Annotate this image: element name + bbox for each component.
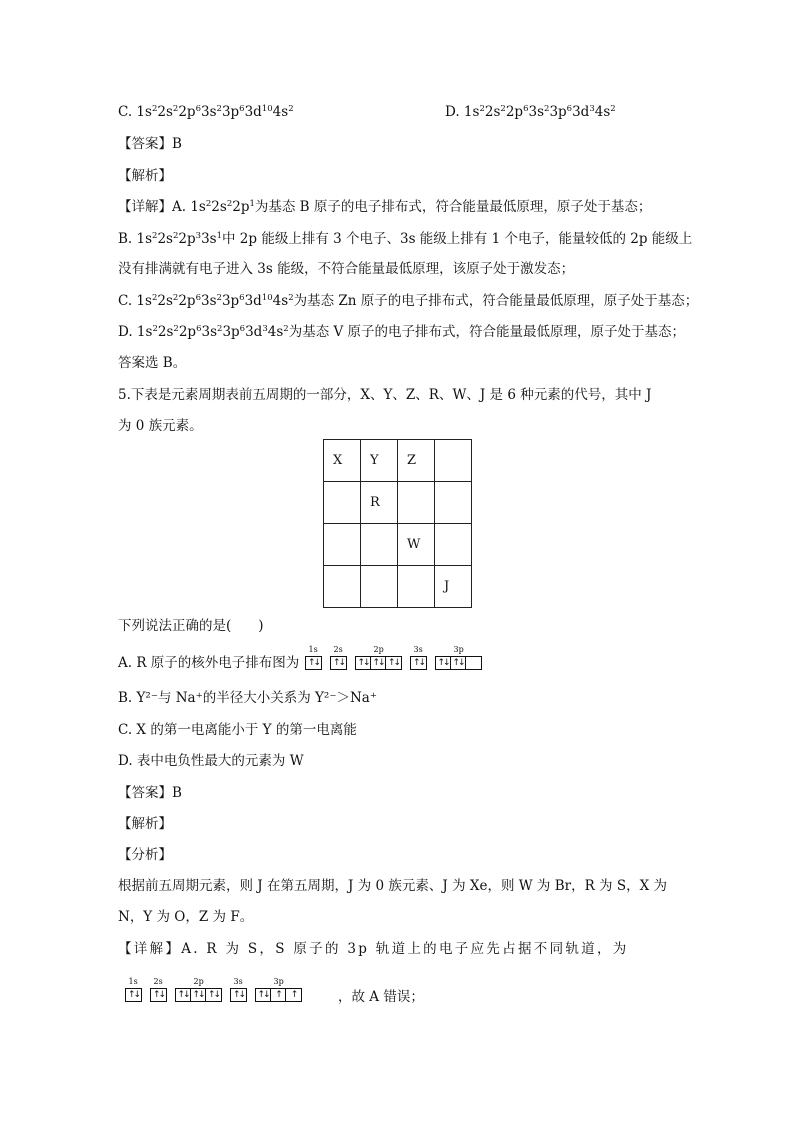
superscript: 2: [544, 104, 550, 114]
orbital-cell: ↑↓: [371, 657, 386, 669]
detail-d: D. $1s^22s^22p^63s^23p^63d^34s^2$为基态 V 原子的电子排布式，符合能量最低原理，原子处于基态；: [118, 324, 686, 340]
superscript: 6: [523, 104, 529, 114]
table-cell: [435, 482, 472, 524]
option-b: B. Y²⁻与 Na⁺的半径大小关系为 Y²⁻＞Na⁺: [118, 690, 377, 706]
superscript: 6: [195, 104, 201, 114]
superscript: 6: [239, 104, 245, 114]
question-5-prompt: 下列说法正确的是( ): [118, 618, 264, 634]
orbital-box: [230, 988, 247, 1002]
answer-select: 答案选 B。: [118, 355, 187, 371]
detail-b-line2: 没有排满就有电子进入 3s 能级，不符合能量最低原理，该原子处于激发态；: [118, 261, 575, 277]
superscript: 6: [566, 104, 573, 114]
option-d-formula: D. $1s^22s^22p^63s^23p^63d^34s^2$: [445, 104, 616, 120]
table-cell: [435, 524, 472, 566]
table-row: [324, 440, 472, 482]
superscript: 2: [151, 293, 158, 303]
orbital-cell: ↑: [271, 989, 286, 1001]
orbital-cell: ↑↓: [127, 990, 140, 1000]
table-cell: [361, 524, 398, 566]
element-z: Z: [407, 453, 417, 468]
superscript: 6: [239, 293, 245, 303]
orbital-cell: ↑↓: [176, 989, 191, 1001]
orbital-label: 1s: [128, 977, 138, 986]
orbital-box: [410, 656, 427, 670]
superscript: 1: [249, 199, 255, 209]
table-cell: [398, 482, 435, 524]
answer-label: 【答案】B: [118, 136, 182, 152]
orbital-label: 3p: [453, 645, 464, 654]
question-5-line2: 为 0 族元素。: [118, 418, 203, 434]
orbital-cell: ↑↓: [451, 657, 466, 669]
table-row: [324, 524, 472, 566]
orbital-box: [150, 988, 167, 1002]
superscript: 2: [226, 199, 233, 209]
element-j: J: [444, 579, 450, 594]
superscript: 2: [172, 104, 179, 114]
superscript: 3: [195, 231, 202, 241]
option-c-formula: C. $1s^22s^22p^63s^23p^63d^{10}4s^2$: [118, 104, 294, 120]
answer-label-2: 【答案】B: [118, 785, 182, 801]
option-c: C. X 的第一电离能小于 Y 的第一电离能: [118, 722, 357, 738]
orbital-label: 2p: [193, 977, 204, 986]
orbital-cell: ↑: [290, 990, 297, 1000]
option-a: A. R 原子的核外电子排布图为: [118, 655, 300, 671]
table-cell: [398, 440, 435, 482]
superscript: 1: [216, 231, 223, 241]
superscript: 3: [262, 324, 268, 334]
detail-b-line1: B. $1s^22s^22p^33s^1$中 2p 能级上排有 3 个电子、3s 能级上排有 1 个电子，能量较低的 2p 能级上: [118, 231, 693, 247]
periodic-table-fragment: [323, 439, 472, 608]
orbital-box: [175, 988, 222, 1002]
superscript: 6: [239, 324, 246, 334]
superscript: 6: [196, 324, 202, 334]
orbital-cell: ↑↓: [332, 658, 345, 668]
orbital-box: [125, 988, 142, 1002]
table-cell: [361, 566, 398, 608]
orbital-cell: ↑↓: [256, 989, 271, 1001]
orbital-cell: ↑↓: [207, 990, 220, 1000]
analysis-label: 【解析】: [118, 168, 172, 184]
orbital-cell: [466, 657, 481, 669]
orbital-label: 3p: [273, 977, 284, 986]
table-cell: [435, 566, 472, 608]
superscript: 2: [173, 324, 179, 334]
orbital-label: 2p: [373, 645, 384, 654]
table-cell: [361, 440, 398, 482]
superscript: 2: [205, 199, 212, 209]
orbital-cell: ↑↓: [356, 657, 371, 669]
superscript: 2: [216, 293, 222, 303]
table-cell: [361, 482, 398, 524]
orbital-box: [435, 656, 482, 670]
orbital-box: [355, 656, 402, 670]
superscript: 2: [151, 104, 158, 114]
orbital-label: 3s: [413, 645, 423, 654]
superscript: 2: [283, 324, 289, 334]
superscript: 10: [261, 104, 273, 114]
table-cell: [324, 440, 361, 482]
table-cell: [324, 566, 361, 608]
orbital-cell: ↑↓: [152, 990, 165, 1000]
fenxi-line2: N，Y 为 O，Z 为 F。: [118, 909, 254, 925]
table-cell: [398, 524, 435, 566]
element-r: R: [370, 495, 380, 510]
superscript: 2: [500, 104, 506, 114]
option-d: D. 表中电负性最大的元素为 W: [118, 753, 304, 769]
superscript: 10: [261, 293, 273, 303]
superscript: 2: [288, 104, 294, 114]
table-row: [324, 566, 472, 608]
superscript: 2: [610, 104, 616, 114]
fenxi-line1: 根据前五周期元素，则 J 在第五周期，J 为 0 族元素、J 为 Xe，则 W 为 Br，R 为 S，X 为: [118, 878, 667, 894]
superscript: 2: [172, 231, 179, 241]
element-w: W: [407, 537, 421, 552]
fenxi-label: 【分析】: [118, 847, 172, 863]
orbital-cell: ↑↓: [191, 989, 206, 1001]
orbital-label: 2s: [153, 977, 163, 986]
orbital-label: 1s: [308, 645, 318, 654]
superscript: 3: [589, 104, 595, 114]
superscript: 2: [152, 324, 158, 334]
table-cell: [435, 440, 472, 482]
detail-2-line1: 【详解】A. R 为 S，S 原子的 3p 轨道上的电子应先占据不同轨道，为: [118, 941, 629, 957]
table-cell: [398, 566, 435, 608]
table-cell: [324, 524, 361, 566]
question-5-line1: 5.下表是元素周期表前五周期的一部分，X、Y、Z、R、W、J 是 6 种元素的代号，其中 J: [118, 387, 652, 403]
superscript: 2: [217, 324, 223, 334]
superscript: 2: [288, 293, 294, 303]
analysis-label-2: 【解析】: [118, 816, 172, 832]
orbital-label: 2s: [333, 645, 343, 654]
table-cell: [324, 482, 361, 524]
orbital-box: [255, 988, 302, 1002]
superscript: 2: [479, 104, 485, 114]
orbital-cell: ↑↓: [232, 990, 245, 1000]
superscript: 2: [172, 293, 179, 303]
orbital-cell: ↑↓: [412, 658, 425, 668]
orbital-cell: ↑↓: [387, 658, 400, 668]
superscript: 2: [216, 104, 222, 114]
table-row: [324, 482, 472, 524]
element-y: Y: [370, 453, 379, 468]
orbital-cell: ↑↓: [307, 658, 320, 668]
orbital-box: [330, 656, 347, 670]
orbital-cell: ↑↓: [436, 657, 451, 669]
superscript: 2: [152, 231, 158, 241]
orbital-label: 3s: [233, 977, 243, 986]
detail-c: C. $1s^22s^22p^63s^23p^63d^{10}4s^2$为基态 Zn 原子的电子排布式，符合能量最低原理，原子处于基态；: [118, 293, 699, 309]
detail-a: 【详解】A. $1s^22s^22p^1$为基态 B 原子的电子排布式，符合能量最低原理，原子处于基态；: [118, 199, 652, 215]
element-x: X: [333, 453, 343, 468]
superscript: 6: [195, 293, 201, 303]
orbital-box: [305, 656, 322, 670]
detail-2-suffix: ，故 A 错误；: [338, 989, 424, 1005]
